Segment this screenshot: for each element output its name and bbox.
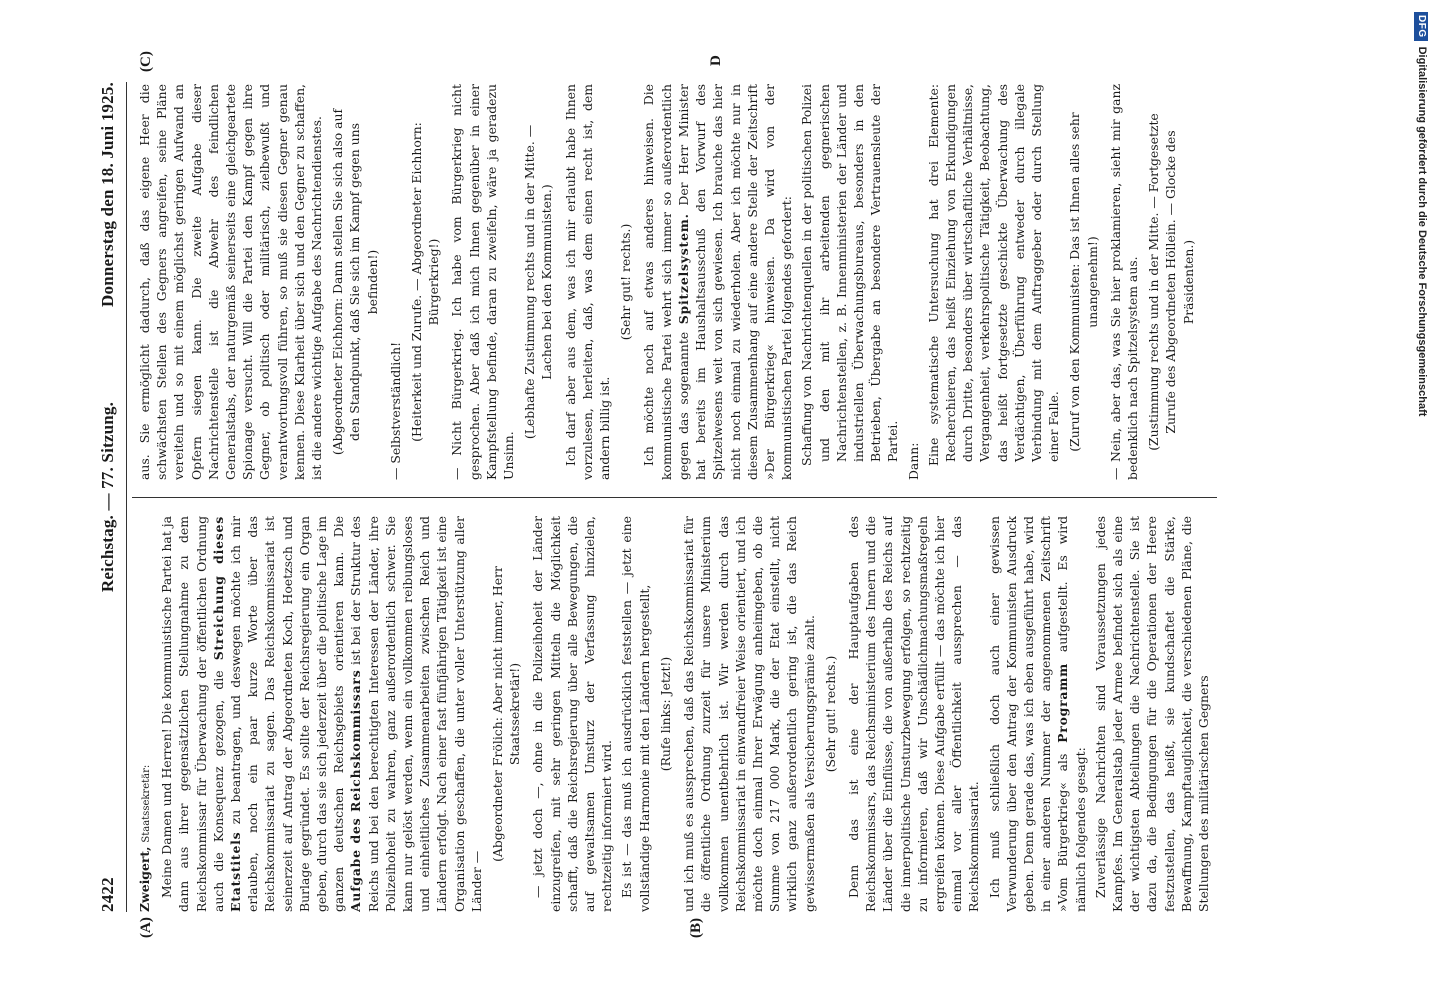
dfg-logo: DFG: [1414, 12, 1428, 41]
right-paragraph: (Sehr gut! rechts.): [618, 223, 634, 341]
right-paragraph: (Zustimmung rechts und in der Mitte. — Fortgesetzte Zurufe des Abgeordneten Höllein. — Glocke des Präsidenten.): [1146, 113, 1196, 451]
page-number: 2422: [98, 877, 117, 912]
left-paragraph: Ich muß schließlich doch auch einer gewissen Verwunderung über den Antrag der Kommunisten Ausdruck geben. Denn gerade das, was ich eben ausgeführt habe, wird in einer anderen Nummer der angenommenen Zeitschrift »Vom Bürgerkrieg« als Programm aufgestellt. Es wird nämlich folgendes gesagt:: [986, 516, 1088, 912]
right-paragraph: Eine systematische Untersuchung hat drei Elemente: Recherchieren, das heißt Einziehung von Erkundigungen durch Dritte, besonders über wirtschaftliche Verhältnisse, Vergangenheit, verkehrspolitische Tätigkeit, Beobachtung, das heißt fortgesetzte geschickte Überwachung des Verdächtigen, Überführung entweder durch illegale Verbindung mit dem Auftraggeber oder durch Stellung einer Falle.: [925, 84, 1062, 466]
right-paragraph: aus. Sie ermöglicht dadurch, daß das eigene Heer die schwächsten Stellen des Gegners angreifen, seine Pläne vereiteln und so mit einem möglichst geringen Aufwand an Opfern siegen kann. Die zweite Aufgabe dieser Nachrichtenstelle ist die Abwehr des feindlichen Generalstabs, der naturgemäß seinerseits eine gleichgeartete Spionage versucht. Will die Partei den Kampf gegen ihre Gegner, ob politisch oder militärisch, zielbewußt und verantwortungsvoll führen, so muß sie diesen Gegner genau kennen. Diese Klarheit über sich und den Gegner zu schaffen, ist die andere wichtige Aufgabe des Nachrichtendienstes.: [137, 84, 325, 480]
funding-text: Digitalisierung gefördert durch die Deutsche Forschungsgemeinschaft: [1416, 46, 1428, 417]
right-paragraph: Dann:: [905, 442, 921, 480]
right-paragraph: (Heiterkeit und Zurufe. — Abgeordneter Eichhorn: Bürgerkrieg!): [409, 122, 442, 442]
left-paragraph: (Abgeordneter Frölich: Aber nicht immer, Herr Staatssekretär!): [490, 566, 523, 862]
margin-marker-d: D: [708, 55, 724, 66]
left-paragraph: Meine Damen und Herren! Die kommunistische Partei hat ja dann aus ihrer gegensätzlichen Stellungnahme zu dem Reichskommissar für Überwachung der öffentlichen Ordnung auch die Konsequenz gezogen, die Streichung dieses Etatstitels zu beantragen, und deswegen möchte ich mir erlauben, noch ein paar kurze Worte über das Reichskommissariat zu sagen. Das Reichskommissariat ist seinerzeit auf Antrag der Abgeordneten Koch, Hoetzsch und Burlage gegründet. Es sollte der Reichsregierung ein Organ geben, durch das sie sich jederzeit über die politische Lage im ganzen deutschen Reichsgebiets orientieren kann. Die Aufgabe des Reichskommissars ist bei der Struktur des Reichs und bei den berechtigten Interessen der Länder, ihre Polizeihoheit zu wahren, ganz außerordentlich schwer. Sie kann nur gelöst werden, wenn ein vollkommen reibungsloses und einheitliches Zusammenarbeiten zwischen Reich und Ländern erfolgt. Nach einer fast fünfjährigen Tätigkeit ist eine Organisation geschaffen, die unter voller Unterstützung aller Länder —: [159, 516, 484, 912]
margin-marker-b: (B): [688, 918, 704, 938]
left-paragraph: — jetzt doch —, ohne in die Polizeihoheit der Länder einzugreifen, mit sehr geringen Mitteln die Möglichkeit schafft, daß die Reichsregierung über alle Bewegungen, die auf gewaltsamen Umsturz der Verfassung hinzielen, rechtzeitig informiert wird.: [530, 516, 615, 912]
session-date: Donnerstag den 18. Juni 1925.: [98, 82, 117, 307]
left-paragraph: und ich muß es aussprechen, daß das Reichskommissariat für die öffentliche Ordnung zurzeit für unsere Ministerium vollkommen unentbehrlich ist. Wir werden durch das Reichskommissariat in einwandfreier Weise orientiert, und ich möchte doch einmal Ihrer Erwägung anheimgeben, ob die Summe von 217 000 Mark, die der Etat einstellt, nicht wirklich ganz außerordentlich gering ist, die das Reich gewissermaßen als Versicherungsprämie zahlt.: [681, 516, 817, 912]
print-area: [98, 51, 1258, 938]
right-paragraph: (Abgeordneter Eichhorn: Dann stellen Sie sich also auf den Standpunkt, daß Sie sich im Kampf gegen uns befinden!): [330, 108, 380, 456]
column-divider: [132, 497, 1217, 498]
right-paragraph: — Nicht Bürgerkrieg. Ich habe vom Bürgerkrieg nicht gesprochen. Aber daß ich mich Ihnen gegenüber in einer Kampfstellung befinde, daran zu zweifeln, wäre ja geradezu Unsinn.: [449, 84, 517, 480]
right-paragraph: (Lebhafte Zustimmung rechts und in der Mitte. — Lachen bei den Kommunisten.): [522, 124, 555, 440]
running-header: [98, 82, 122, 912]
right-paragraph: Ich möchte noch auf etwas anderes hinweisen. Die kommunistische Partei wehrt sich immer so außerordentlich gegen das sogenannte Spitzelsystem. Der Herr Minister hat bereits im Haushaltsausschuß den Vorwurf des Spitzelwesens weit von sich gewiesen. Ich brauche das hier nicht noch einmal zu wiederholen. Aber ich möchte nur in diesem Zusammenhang auf eine andere Stelle der Zeitschrift »Der Bürgerkrieg« hinweisen. Da wird von der kommunistischen Partei folgendes gefordert:: [641, 84, 795, 480]
left-paragraph: (Sehr gut! rechts.): [822, 655, 838, 773]
header-rule: [126, 82, 127, 912]
left-paragraph: (Rufe links: Jetzt!): [657, 656, 673, 772]
margin-marker-c: (C): [138, 51, 154, 72]
left-paragraph: Denn das ist eine der Hauptaufgaben des Reichskommissars, das Reichsministerium des Innern und die Länder über die Einflüsse, die von außerhalb des Reichs auf die innerpolitische Umsturzbewegung erfolgen, so rechtzeitig zu informieren, daß wir Unschädlichmachungsmaßregeln ergreifen können. Diese Aufgabe erfüllt — das möchte ich hier einmal vor aller Öffentlichkeit aussprechen — das Reichskommissariat.: [845, 516, 982, 912]
right-text-column: [136, 84, 1226, 480]
right-paragraph: — Selbstverständlich!: [387, 341, 403, 480]
right-paragraph: Ich darf aber aus dem, was ich mir erlaubt habe Ihnen vorzulesen, herleiten, daß, was dem einen recht ist, dem andern billig ist.: [562, 84, 613, 480]
funding-notice: [1408, 12, 1428, 712]
left-text-column: [136, 516, 1226, 912]
right-paragraph: — Nein, aber das, was Sie hier proklamieren, sieht mir ganz bedenklich nach Spitzelsystem aus.: [1107, 84, 1140, 480]
session-title: Reichstag. — 77. Sitzung.: [98, 401, 117, 593]
right-paragraph: Schaffung von Nachrichtenquellen in der politischen Polizei und den mit ihr arbeitenden gegnerischen Nachrichtenstellen, z. B. Innenministerien der Länder und industriellen Überwachungsbureaus, besonders in den Betrieben, Übergabe an besondere Vertrauensleute der Partei.: [799, 84, 901, 466]
left-paragraph: Es ist — das muß ich ausdrücklich feststellen — jetzt eine vollständige Harmonie mit den Ländern hergestellt,: [619, 516, 652, 912]
margin-marker-a: (A): [138, 917, 154, 938]
left-paragraph: Zuverlässige Nachrichten sind Voraussetzungen jedes Kampfes. Im Generalstab jeder Armee befindet sich als eine der wichtigsten Abteilungen die Nachrichtenstelle. Sie ist dazu da, die Bedingungen für die Operationen der Heere festzustellen, das heißt, sie kundschaftet die Stärke, Bewaffnung, Kampftauglichkeit, die verschiedenen Pläne, die Stellungen des militärischen Gegners: [1092, 516, 1211, 912]
left-paragraph: Zweigert, Staatssekretär:: [137, 764, 152, 912]
right-paragraph: (Zuruf von den Kommunisten: Das ist Ihnen alles sehr unangenehm!): [1067, 112, 1100, 452]
funding-strip: [1398, 0, 1434, 1000]
